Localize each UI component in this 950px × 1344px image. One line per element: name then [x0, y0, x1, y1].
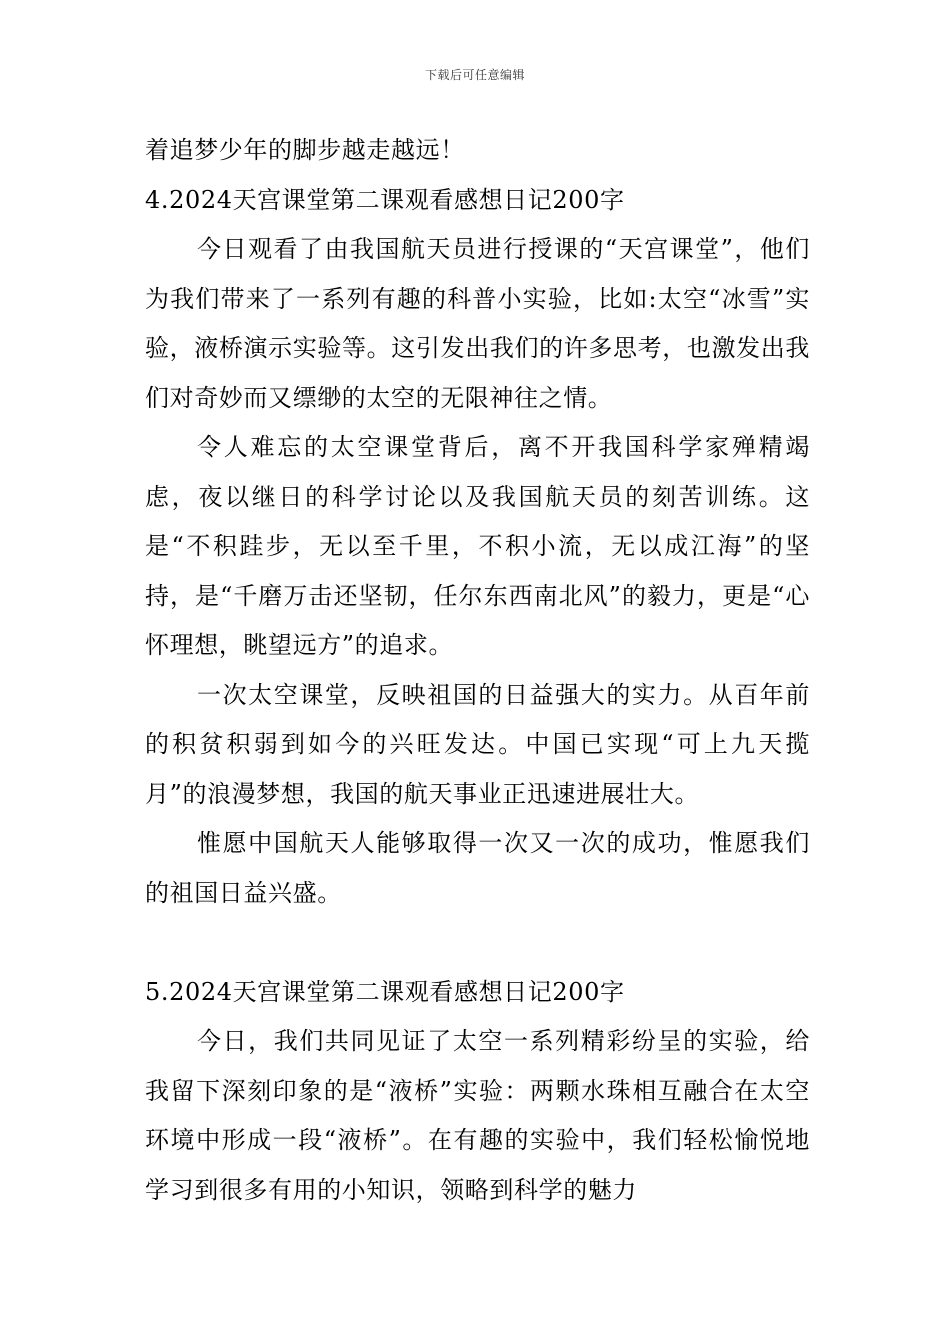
page-header: 下载后可任意编辑: [424, 68, 525, 82]
section-4-paragraph: 今日观看了由我国航天员进行授课的“天宫课堂”，他们为我们带来了一系列有趣的科普小实验，比如:太空“冰雪”实验，液桥演示实验等。这引发出我们的许多思考，也激发出我们对奇妙而又缥缈的太空的无限神往之情。: [145, 235, 810, 412]
section-4-paragraph: 令人难忘的太空课堂背后，离不开我国科学家殚精竭虑，夜以继日的科学讨论以及我国航天员的刻苦训练。这是“不积跬步，无以至千里，不积小流，无以成江海”的坚持，是“千磨万击还坚韧，任尔东西南北风”的毅力，更是“心怀理想，眺望远方”的追求。: [145, 433, 810, 659]
section-5-paragraph: 今日，我们共同见证了太空一系列精彩纷呈的实验，给我留下深刻印象的是“液桥”实验：两颗水珠相互融合在太空环境中形成一段“液桥”。在有趣的实验中，我们轻松愉悦地学习到很多有用的小知识，领略到科学的魅力: [145, 1027, 810, 1204]
section-4-paragraph: 一次太空课堂，反映祖国的日益强大的实力。从百年前的积贫积弱到如今的兴旺发达。中国已实现“可上九天揽月”的浪漫梦想，我国的航天事业正迅速进展壮大。: [145, 680, 810, 808]
section-spacer: [145, 918, 810, 968]
section-5-heading: 5.2024天宫课堂第二课观看感想日记200字: [145, 977, 625, 1006]
continuation-line: 着追梦少年的脚步越走越远！: [145, 136, 465, 164]
document-body: [145, 126, 810, 1215]
section-4-heading: 4.2024天宫课堂第二课观看感想日记200字: [145, 185, 625, 214]
section-4-paragraph: 惟愿中国航天人能够取得一次又一次的成功，惟愿我们的祖国日益兴盛。: [145, 829, 810, 907]
